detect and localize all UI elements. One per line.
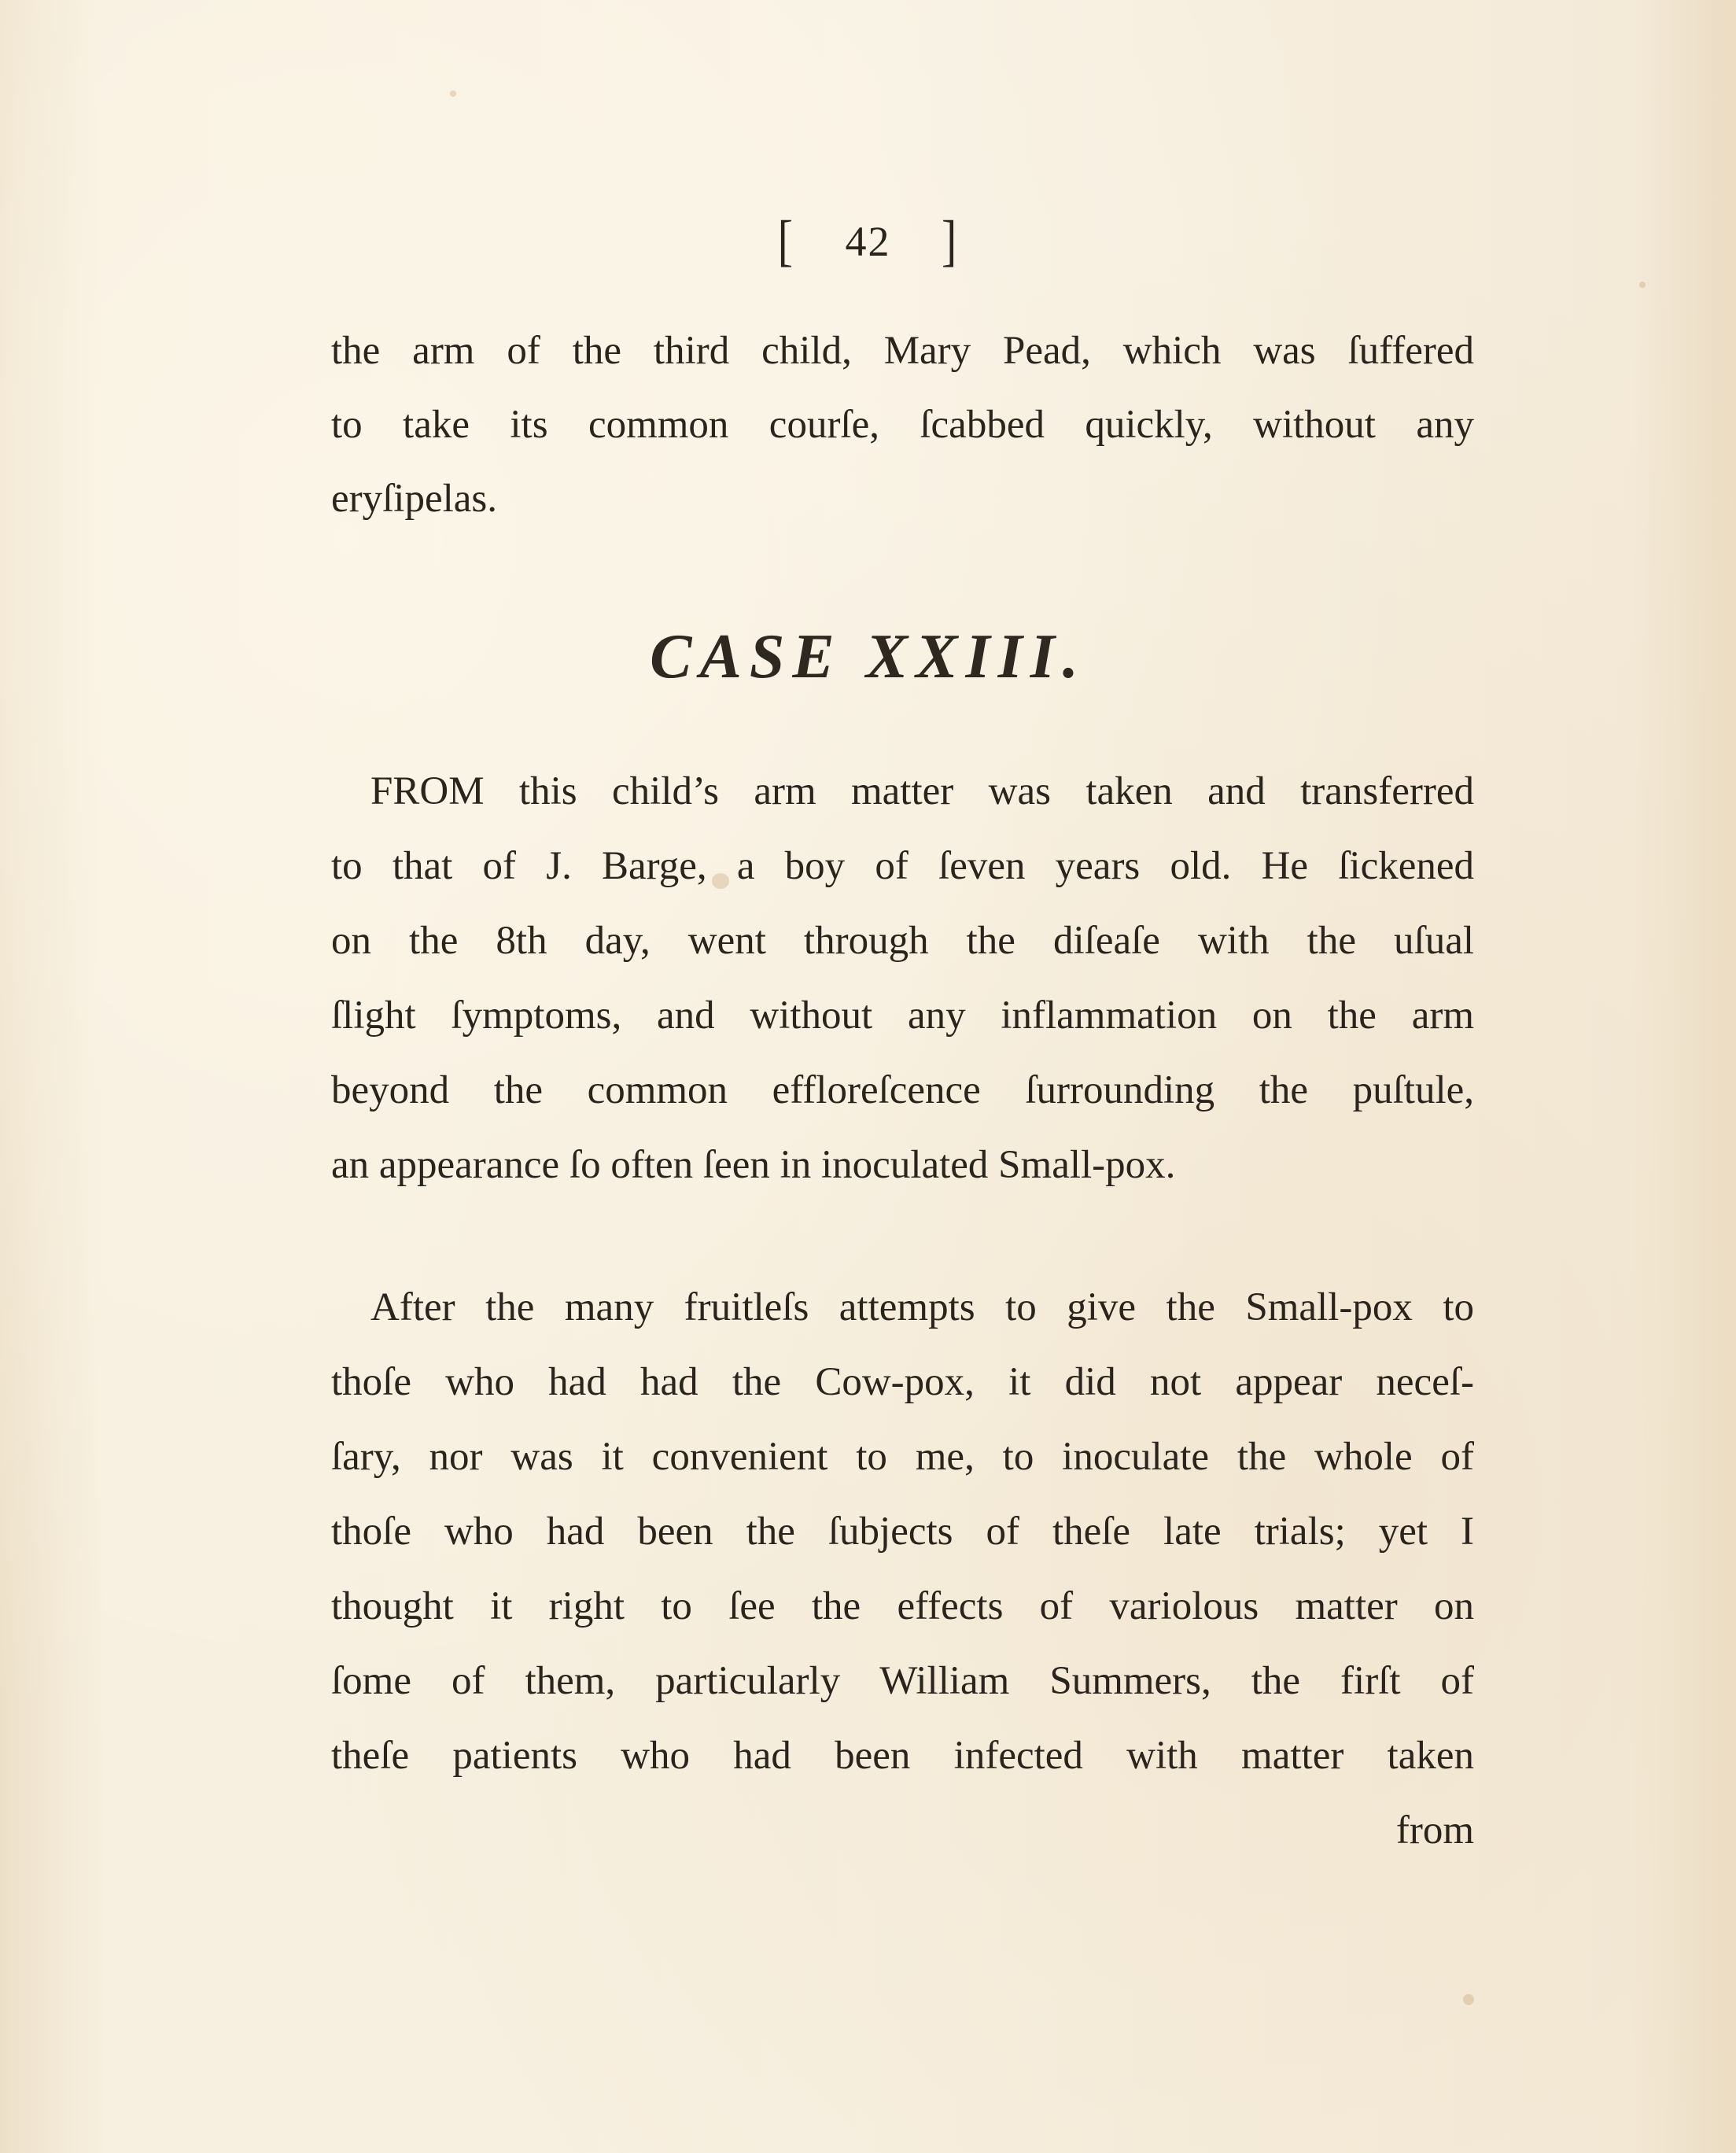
text-line: an appearance ſo often ſeen in inoculated Small-pox. <box>331 1143 1176 1187</box>
text-line: eryſipelas. <box>331 477 497 521</box>
page-number: 42 <box>845 218 891 265</box>
text-line: ſlight ſymptoms, and without any inflammation on the arm <box>331 994 1474 1038</box>
text-line: ſary, nor was it convenient to me, to inoculate the whole of <box>331 1435 1474 1479</box>
text-line: thought it right to ſee the effects of variolous matter on <box>331 1584 1474 1628</box>
text-line: After the many fruitleſs attempts to give the Small-pox to <box>370 1285 1474 1329</box>
text-line: thoſe who had been the ſubjects of theſe late trials; yet I <box>331 1510 1474 1554</box>
catchword: from <box>1395 1808 1474 1853</box>
case-heading: CASE XXIII. <box>650 622 1086 691</box>
text-line: the arm of the third child, Mary Pead, which was ſuffered <box>331 329 1474 373</box>
page-number-bracket-close: ] <box>942 208 959 273</box>
paper-stain <box>1639 282 1646 288</box>
text-line: theſe patients who had been infected with matter taken <box>331 1734 1474 1778</box>
text-line: to that of J. Barge, a boy of ſeven years old. He ſickened <box>331 844 1474 888</box>
text-line: ſome of them, particularly William Summers, the firſt of <box>331 1659 1474 1703</box>
paper-stain <box>1463 1994 1474 2005</box>
page-number-header <box>0 208 1736 273</box>
text-line: thoſe who had had the Cow-pox, it did not appear neceſ- <box>331 1360 1474 1404</box>
text-line: beyond the common effloreſcence ſurrounding the puſtule, <box>331 1068 1474 1112</box>
text-line: on the 8th day, went through the diſeaſe with the uſual <box>331 919 1474 963</box>
text-line: to take its common courſe, ſcabbed quickly, without any <box>331 403 1474 447</box>
text-line: FROM this child’s arm matter was taken and transferred <box>370 769 1474 813</box>
page-number-bracket-open: [ <box>777 208 794 273</box>
paper-stain <box>450 90 456 97</box>
